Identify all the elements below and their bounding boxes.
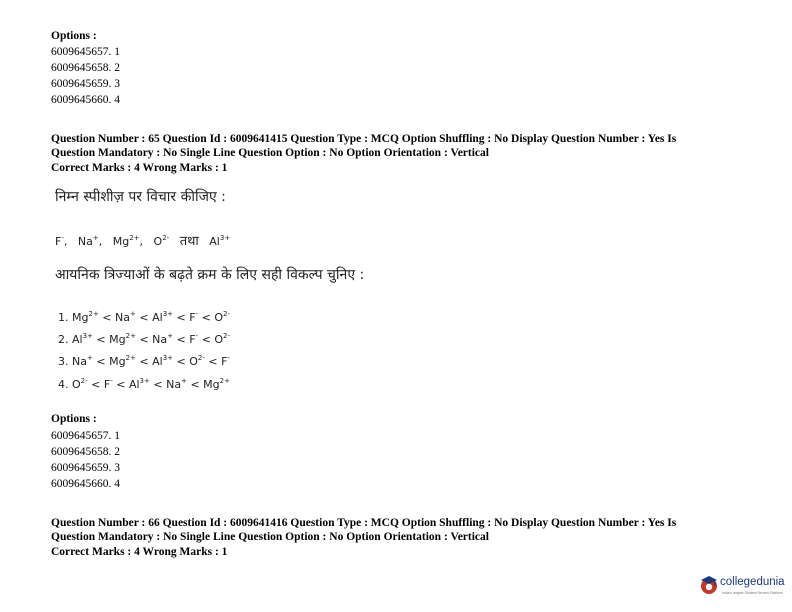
ion-symbol: Na [115, 311, 131, 324]
ion-symbol: O [189, 355, 198, 368]
ion-symbol: Na [166, 378, 182, 391]
ion-symbol: F [221, 355, 228, 368]
species-o: O [153, 235, 163, 248]
q65-instruction: आयनिक त्रिज्याओं के बढ़ते क्रम के लिए सही विकल्प चुनिए : [55, 267, 365, 283]
q65-marks: Correct Marks : 4 Wrong Marks : 1 [51, 162, 228, 174]
q65-meta-line-2: Question Mandatory : No Single Line Question Option : No Option Orientation : Vertical [51, 147, 489, 159]
graduation-cap-icon [699, 574, 719, 596]
species-mg: Mg [112, 235, 130, 248]
ion-symbol: Al [152, 355, 163, 368]
ion-symbol: F [189, 311, 196, 324]
options-heading: Options : [51, 30, 97, 42]
ion-charge: 3+ [82, 332, 93, 340]
ion-charge: 3+ [139, 377, 150, 385]
ion-symbol: Al [72, 333, 83, 346]
species-f: F [55, 235, 62, 248]
q66-meta-line-2: Question Mandatory : No Single Line Question Option : No Option Orientation : Vertical [51, 531, 489, 543]
choice-2: 2. $Al^{3+} < Mg^{2+} < Na^+ < F^- < O^{2-}$ [58, 332, 230, 346]
ion-charge: 2- [197, 354, 205, 362]
choice-number: 2. [58, 333, 72, 346]
ion-charge: - [195, 310, 199, 318]
ion-symbol: O [214, 333, 223, 346]
ion-charge: + [130, 310, 136, 318]
ion-charge: 2- [223, 332, 230, 340]
ion-symbol: Mg [109, 355, 126, 368]
ion-charge: + [181, 377, 187, 385]
option-item: 6009645658. 2 [51, 62, 120, 74]
ion-charge: 2+ [125, 332, 136, 340]
option-item: 6009645659. 3 [51, 462, 120, 474]
ion-symbol: Mg [109, 333, 126, 346]
choice-1: 1. $Mg^{2+} < Na^+ < Al^{3+} < F^- < O^{2-}$ [58, 310, 230, 324]
option-item: 6009645657. 1 [51, 430, 120, 442]
q66-marks: Correct Marks : 4 Wrong Marks : 1 [51, 546, 228, 558]
option-item: 6009645657. 1 [51, 46, 120, 58]
option-item: 6009645660. 4 [51, 94, 120, 106]
ion-charge: - [227, 354, 230, 362]
ion-charge: 2+ [125, 354, 136, 362]
ion-symbol: Na [72, 355, 87, 368]
ion-charge: 3+ [162, 310, 174, 318]
ion-symbol: Al [152, 311, 163, 324]
species-na: Na [77, 235, 93, 248]
option-item: 6009645659. 3 [51, 78, 120, 90]
choice-4: 4. $O^{2-} < F^- < Al^{3+} < Na^+ < Mg^{2+}$ [58, 377, 230, 391]
q66-meta-line-1: Question Number : 66 Question Id : 6009641416 Question Type : MCQ Option Shuffling : No Display Question Number : Yes Is [51, 517, 677, 529]
ion-charge: + [86, 354, 93, 362]
q65-meta-line-1: Question Number : 65 Question Id : 6009641415 Question Type : MCQ Option Shuffling : No Display Question Number : Yes Is [51, 133, 677, 145]
q65-species-list: F-, Na+, $Mg^{2+}$, $O^{2-}$ तथा $Al^{3+}$ [55, 234, 231, 249]
species-tatha: तथा [179, 234, 199, 249]
options-heading: Options : [51, 413, 97, 425]
ion-symbol: Mg [72, 311, 89, 324]
collegedunia-logo [699, 572, 789, 602]
ion-symbol: Mg [203, 378, 220, 391]
ion-charge: 3+ [162, 354, 174, 362]
ion-charge: 2- [223, 310, 230, 318]
choice-number: 4. [58, 378, 72, 391]
logo-tagline: India's largest Student Review Platform [722, 591, 783, 595]
logo-text: collegedunia [720, 576, 785, 588]
ion-charge: + [167, 332, 174, 340]
species-al: Al [209, 235, 220, 248]
ion-charge: - [110, 377, 113, 385]
q65-prompt: निम्न स्पीशीज़ पर विचार कीजिए : [55, 189, 226, 205]
ion-charge: 2- [80, 377, 88, 385]
option-item: 6009645660. 4 [51, 478, 120, 490]
ion-symbol: F [103, 378, 111, 391]
ion-charge: 2+ [88, 310, 99, 318]
choice-number: 1. [58, 311, 72, 324]
ion-symbol: O [72, 378, 81, 391]
ion-charge: - [195, 332, 199, 340]
ion-symbol: Na [152, 333, 168, 346]
ion-charge: 2+ [219, 377, 230, 385]
choice-number: 3. [58, 355, 72, 368]
ion-symbol: O [214, 311, 223, 324]
choice-3: 3. $Na^+ < Mg^{2+} < Al^{3+} < O^{2-} < F^-$ [58, 354, 230, 368]
option-item: 6009645658. 2 [51, 446, 120, 458]
ion-symbol: Al [128, 378, 140, 391]
ion-symbol: F [189, 333, 196, 346]
